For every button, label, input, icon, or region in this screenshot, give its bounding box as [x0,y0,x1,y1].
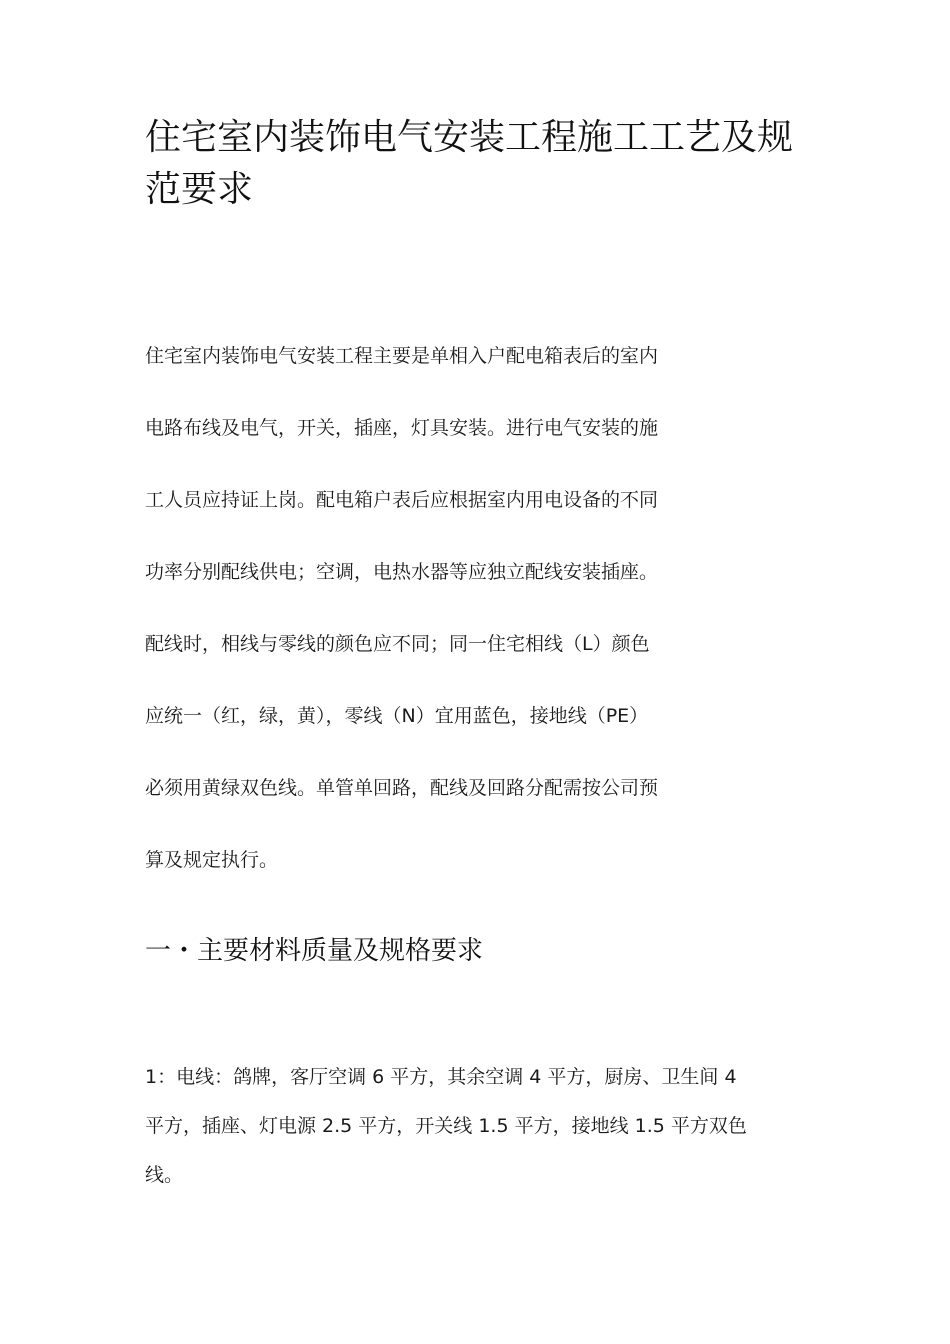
intro-line: 功率分别配线供电；空调，电热水器等应独立配线安装插座。 [145,561,659,583]
intro-line: 应统一（红，绿，黄），零线（N）宜用蓝色，接地线（PE） [145,705,649,727]
title-line-1: 住宅室内装饰电气安装工程施工工艺及规范要求 [145,117,794,210]
materials-line: 平方，插座、灯电源 2.5 平方，开关线 1.5 平方，接地线 1.5 平方双色 [145,1115,747,1137]
materials-line: 1：电线：鸽牌，客厅空调 6 平方，其余空调 4 平方，厨房、卫生间 4 [145,1066,737,1088]
page-title [145,112,825,216]
intro-line: 必须用黄绿双色线。单管单回路，配线及回路分配需按公司预 [145,777,659,799]
intro-line: 电路布线及电气，开关，插座，灯具安装。进行电气安装的施 [145,417,659,439]
intro-line: 工人员应持证上岗。配电箱户表后应根据室内用电设备的不同 [145,489,659,511]
intro-line: 住宅室内装饰电气安装工程主要是单相入户配电箱表后的室内 [145,345,659,367]
intro-line: 配线时，相线与零线的颜色应不同；同一住宅相线（L）颜色 [145,633,650,655]
section-heading: 一・主要材料质量及规格要求 [145,936,484,966]
intro-line: 算及规定执行。 [145,849,279,871]
materials-line: 线。 [145,1164,184,1186]
